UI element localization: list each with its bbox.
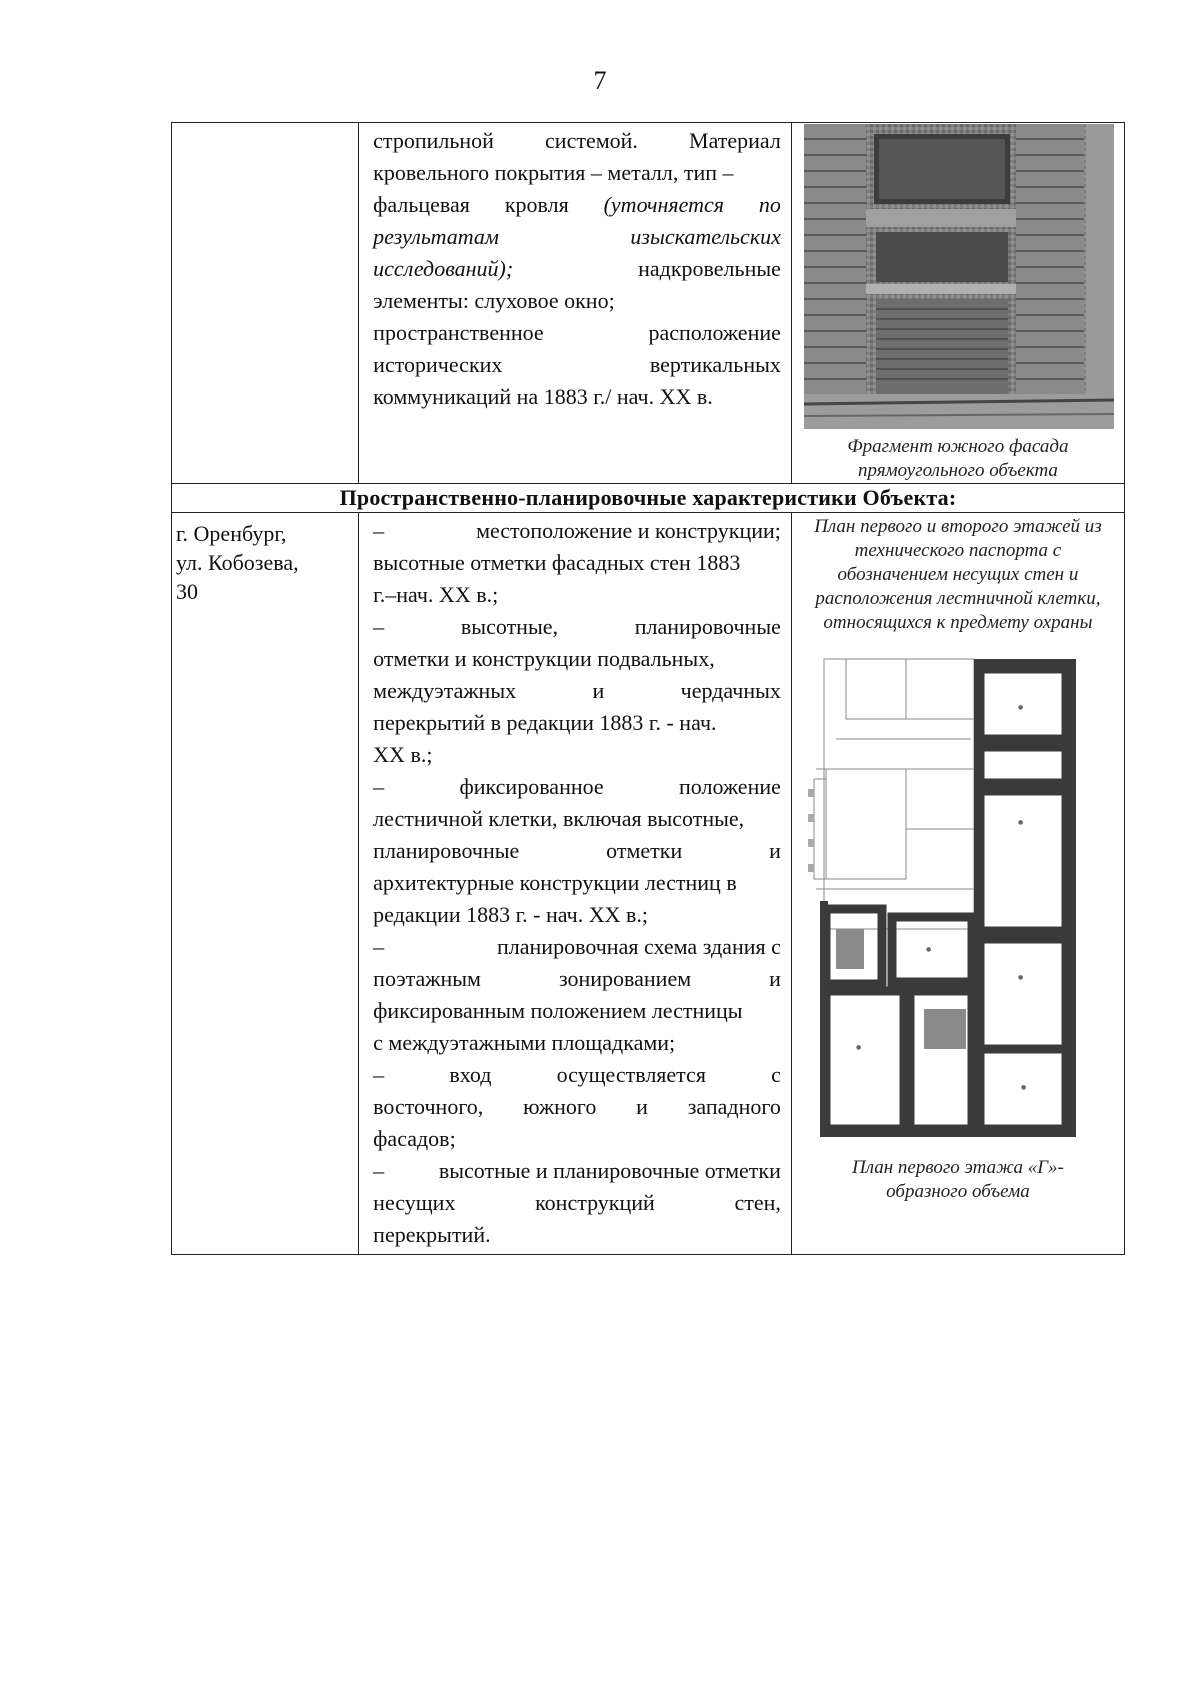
- text-word: Материал: [689, 128, 781, 153]
- svg-text:●: ●: [925, 946, 932, 953]
- text-line: [373, 189, 781, 221]
- text-word: расположение: [648, 320, 781, 345]
- text-word: отметки и конструкции подвальных,: [373, 646, 715, 671]
- text-word: высотные,: [460, 614, 558, 639]
- text-line: [373, 963, 781, 995]
- text-word: и: [636, 1094, 648, 1119]
- svg-text:●: ●: [855, 1044, 862, 1051]
- text-word: пространственное: [373, 320, 544, 345]
- svg-text:●: ●: [1020, 1084, 1027, 1091]
- roof-description-cell: [359, 123, 792, 484]
- text-word: коммуникаций на 1883 г./ нач. XX в.: [373, 384, 713, 409]
- text-word: лестничной клетки, включая высотные,: [373, 806, 745, 831]
- svg-text:●: ●: [1017, 819, 1024, 826]
- text-line: [373, 317, 781, 349]
- text-line: [373, 157, 781, 189]
- text-word: фиксированным положением лестницы: [373, 998, 743, 1023]
- svg-text:●: ●: [1017, 704, 1024, 711]
- text-word: по: [758, 192, 781, 217]
- text-word: (уточняется: [603, 192, 724, 217]
- floor-plan-drawing: [796, 639, 1096, 1144]
- address-line: 30: [176, 579, 198, 604]
- text-line: [373, 125, 781, 157]
- table-row-roof: [172, 123, 1125, 484]
- text-word: –: [373, 518, 385, 543]
- text-line: [373, 1219, 781, 1251]
- text-word: и: [592, 678, 605, 703]
- roof-description-text: [359, 123, 791, 413]
- text-word: исторических: [373, 352, 503, 377]
- text-word: –: [373, 614, 385, 639]
- text-word: фасадов;: [373, 1126, 456, 1151]
- text-word: междуэтажных: [373, 678, 517, 703]
- text-word: планировочная схема здания с: [497, 934, 781, 959]
- photo-cell: [791, 123, 1124, 484]
- text-word: с междуэтажными площадками;: [373, 1030, 676, 1055]
- text-line: [373, 707, 781, 739]
- text-word: планировочные: [373, 838, 520, 863]
- text-line: [373, 643, 781, 675]
- text-line: [373, 835, 781, 867]
- text-line: [373, 579, 781, 611]
- address-cell: [172, 513, 359, 1255]
- text-word: исследований);: [373, 256, 514, 281]
- text-line: [373, 803, 781, 835]
- text-word: южного: [523, 1094, 597, 1119]
- text-line: [373, 931, 781, 963]
- text-word: изыскательских: [630, 224, 781, 249]
- text-line: [373, 867, 781, 899]
- text-word: и: [769, 838, 781, 863]
- text-line: [373, 1027, 781, 1059]
- text-word: перекрытий.: [373, 1222, 491, 1247]
- text-line: [373, 221, 781, 253]
- section-title-row: [172, 484, 1125, 513]
- text-word: кровельного покрытия – металл, тип –: [373, 160, 734, 185]
- address-line: ул. Кобозева,: [176, 550, 299, 575]
- text-word: планировочные: [634, 614, 781, 639]
- text-line: [373, 1059, 781, 1091]
- text-line: [373, 349, 781, 381]
- plan-caption-bottom: План первого этажа «Г»-образного объема: [851, 1157, 1064, 1202]
- text-word: восточного,: [373, 1094, 484, 1119]
- text-word: местоположение и конструкции;: [476, 518, 781, 543]
- text-word: чердачных: [680, 678, 781, 703]
- svg-text:●: ●: [1017, 974, 1024, 981]
- text-word: конструкций: [535, 1190, 655, 1215]
- text-word: зонированием: [558, 966, 692, 991]
- page-number: 7: [593, 66, 607, 95]
- text-line: [373, 1091, 781, 1123]
- text-word: поэтажным: [373, 966, 481, 991]
- characteristics-table: [171, 122, 1125, 1255]
- text-line: [373, 547, 781, 579]
- text-word: –: [373, 1062, 385, 1087]
- text-word: –: [373, 774, 385, 799]
- photo-caption: Фрагмент южного фасада прямоугольного объекта: [847, 436, 1069, 481]
- text-word: фальцевая: [373, 192, 470, 217]
- text-line: [373, 771, 781, 803]
- section-title: Пространственно-планировочные характеристики Объекта:: [172, 484, 1125, 513]
- text-word: перекрытий в редакции 1883 г. - нач.: [373, 710, 717, 735]
- text-line: [373, 381, 781, 413]
- plan-caption-top: План первого и второго этажей из технического паспорта с обозначением несущих стен и расположения лестничной клетки, относящихся к предмету охраны: [814, 516, 1102, 633]
- text-line: [373, 1155, 781, 1187]
- table-row-planning: [172, 513, 1125, 1255]
- text-word: архитектурные конструкции лестниц в: [373, 870, 737, 895]
- text-word: кровля: [504, 192, 569, 217]
- text-line: [373, 515, 781, 547]
- text-word: западного: [687, 1094, 781, 1119]
- text-word: несущих: [373, 1190, 456, 1215]
- text-line: [373, 739, 781, 771]
- text-word: надкровельные: [638, 256, 781, 281]
- text-word: вертикальных: [649, 352, 781, 377]
- text-word: отметки: [606, 838, 683, 863]
- planning-description-text: [359, 513, 791, 1251]
- text-word: с: [771, 1062, 781, 1087]
- text-word: высотные отметки фасадных стен 1883: [373, 550, 741, 575]
- empty-address-cell: [172, 123, 359, 484]
- text-word: г.–нач. XX в.;: [373, 582, 499, 607]
- text-word: элементы: слуховое окно;: [373, 288, 615, 313]
- text-line: [373, 899, 781, 931]
- plan-cell: [791, 513, 1124, 1255]
- text-word: и: [769, 966, 781, 991]
- text-line: [373, 675, 781, 707]
- text-word: –: [373, 1158, 385, 1183]
- facade-photo: [804, 124, 1114, 429]
- text-line: [373, 995, 781, 1027]
- text-word: фиксированное: [459, 774, 604, 799]
- text-word: редакции 1883 г. - нач. XX в.;: [373, 902, 648, 927]
- address-text: [172, 513, 358, 606]
- text-word: осуществляется: [556, 1062, 706, 1087]
- address-line: г. Оренбург,: [176, 521, 287, 546]
- text-word: вход: [449, 1062, 492, 1087]
- planning-description-cell: [359, 513, 792, 1255]
- text-word: системой.: [545, 128, 638, 153]
- text-word: стропильной: [373, 128, 494, 153]
- text-line: [373, 253, 781, 285]
- text-line: [373, 611, 781, 643]
- text-word: стен,: [734, 1190, 781, 1215]
- text-line: [373, 1187, 781, 1219]
- text-word: XX в.;: [373, 742, 433, 767]
- text-word: положение: [678, 774, 781, 799]
- text-word: результатам: [373, 224, 499, 249]
- text-line: [373, 285, 781, 317]
- text-line: [373, 1123, 781, 1155]
- text-word: –: [373, 934, 385, 959]
- text-word: высотные и планировочные отметки: [438, 1158, 781, 1183]
